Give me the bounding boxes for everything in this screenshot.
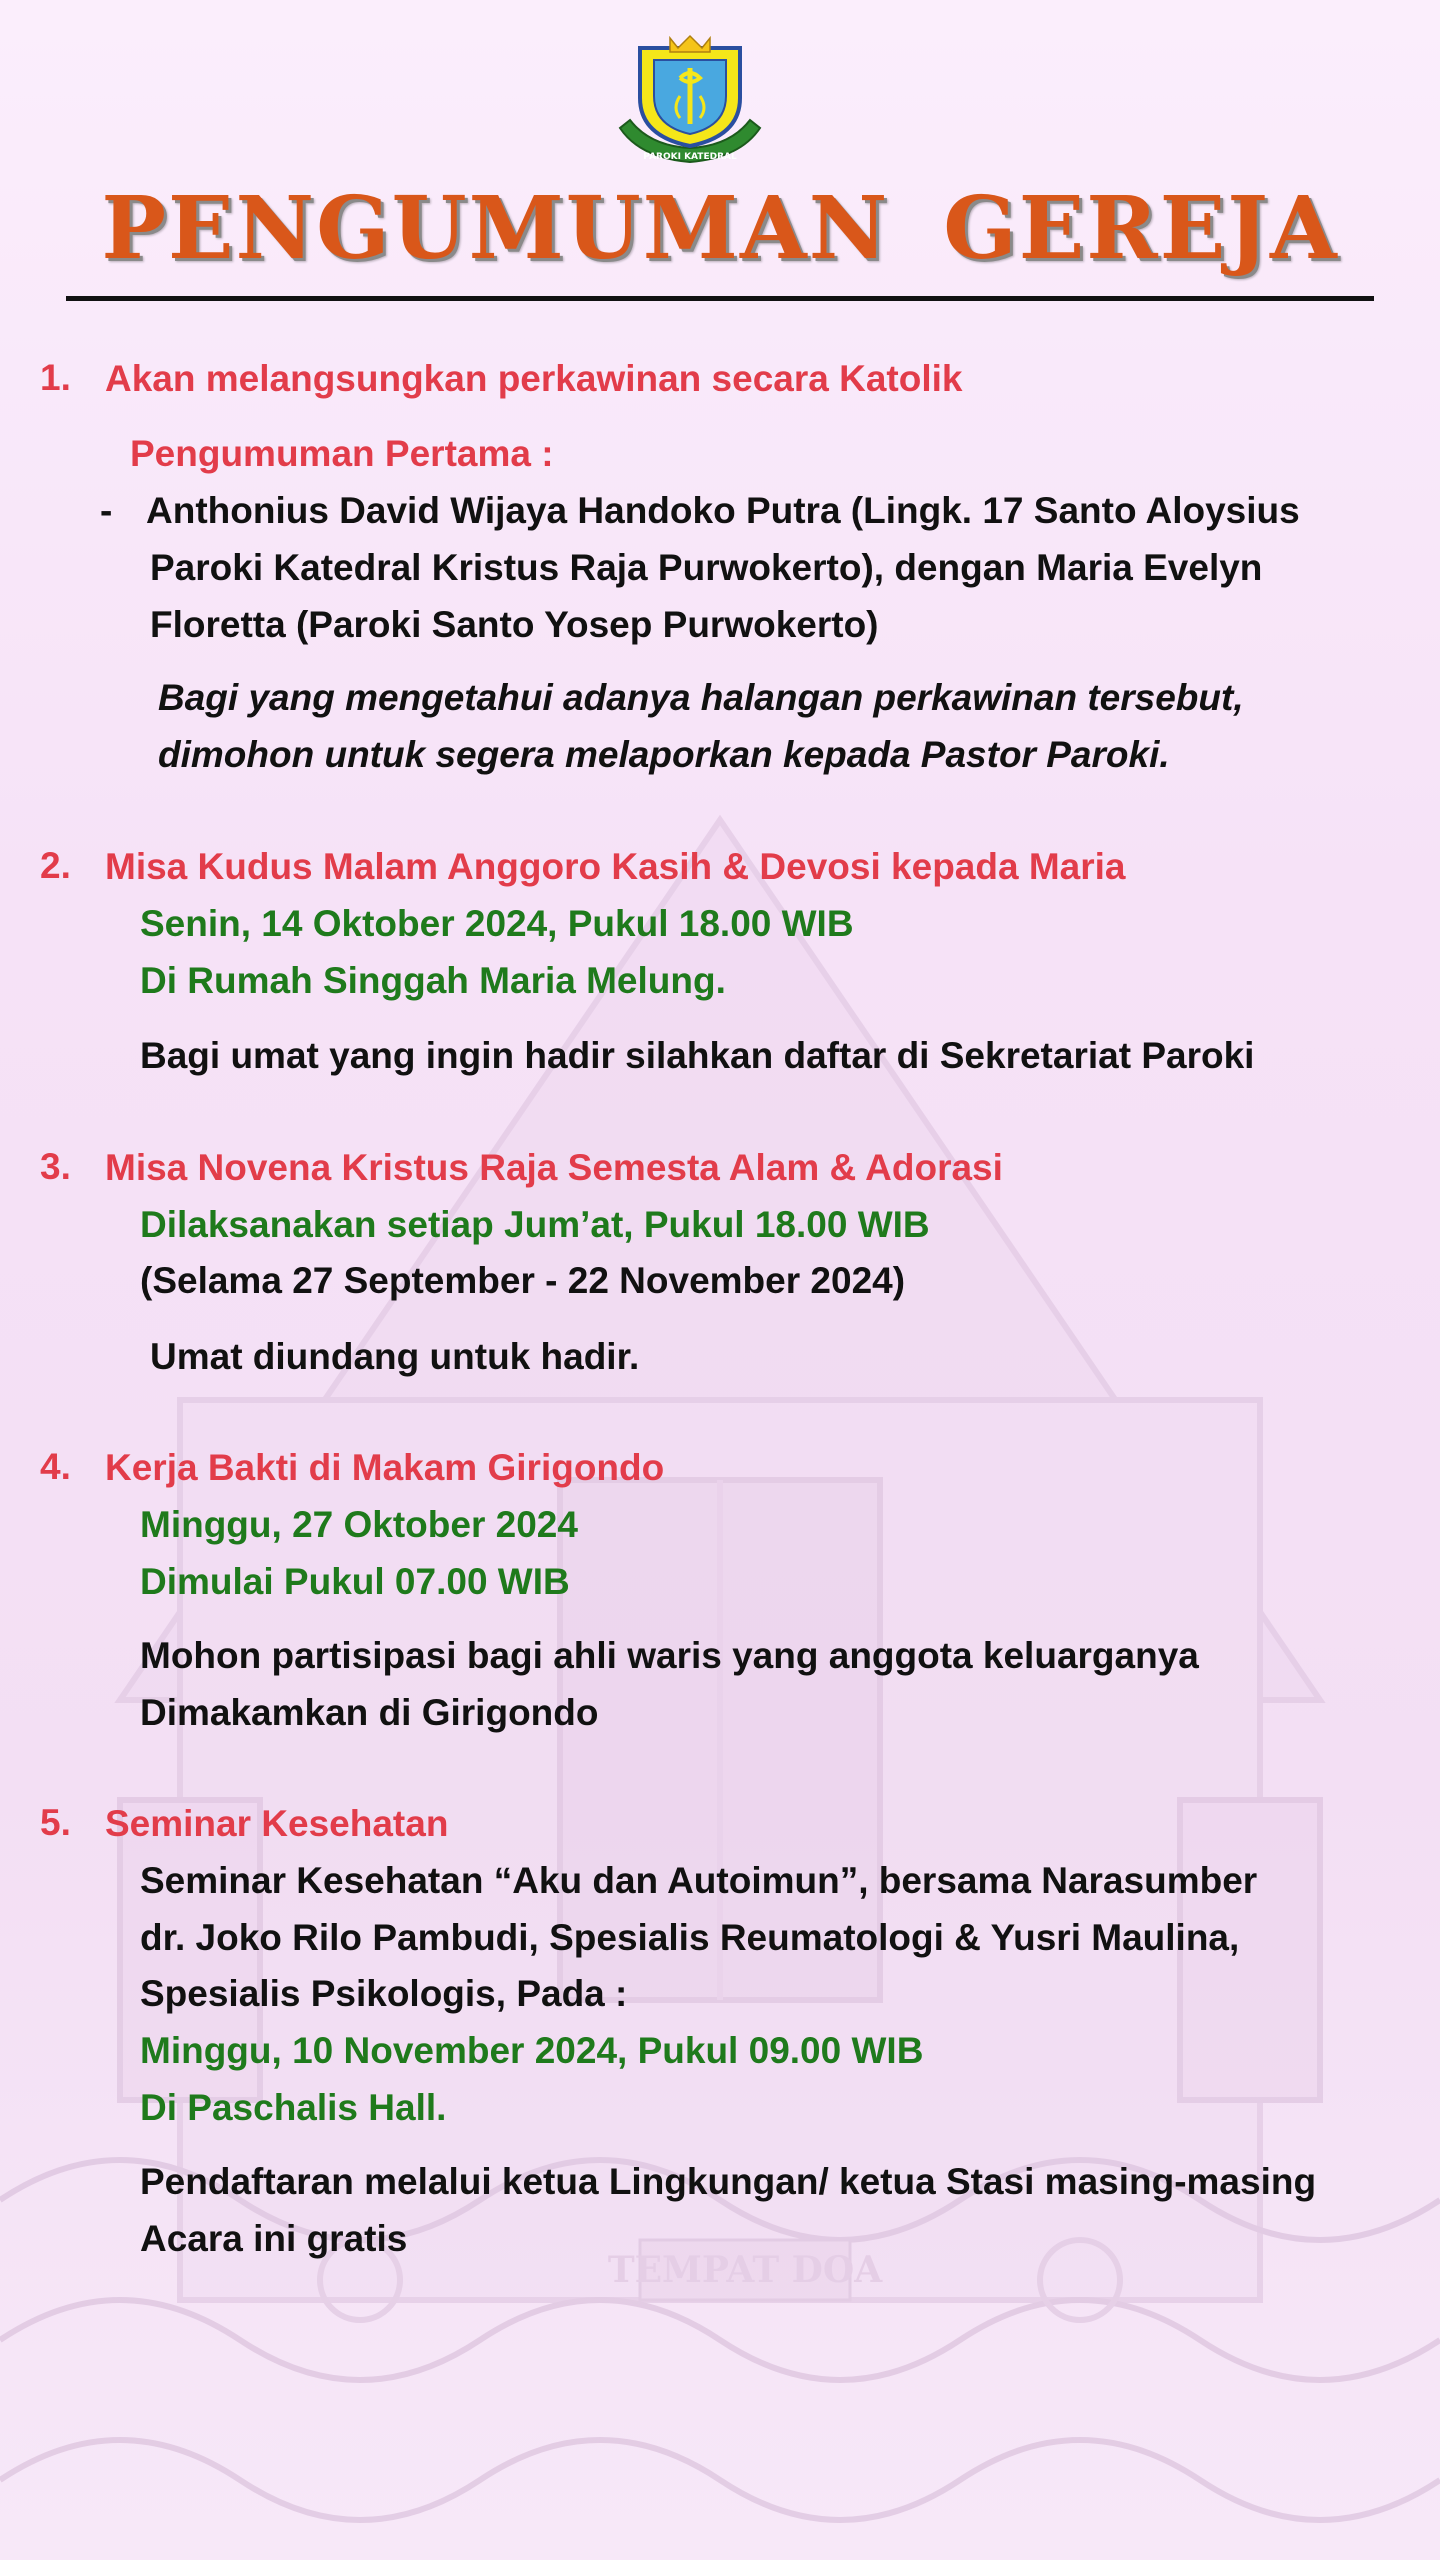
schedule-line: Dilaksanakan setiap Jum’at, Pukul 18.00 WIB <box>140 1204 930 1245</box>
location-line: Di Rumah Singgah Maria Melung. <box>140 960 726 1001</box>
info-line: Dimakamkan di Girigondo <box>140 1692 599 1733</box>
parish-logo-icon <box>610 28 770 168</box>
item-heading: Kerja Bakti di Makam Girigondo <box>105 1447 665 1488</box>
seminar-line: dr. Joko Rilo Pambudi, Spesialis Reumatologi & Yusri Maulina, <box>140 1917 1240 1958</box>
couple-line: Anthonius David Wijaya Handoko Putra (Lingk. 17 Santo Aloysius <box>146 490 1300 531</box>
note-line: Bagi yang mengetahui adanya halangan perkawinan tersebut, <box>158 677 1244 718</box>
item-number: 4. <box>40 1446 71 1487</box>
bullet-dash: - <box>100 490 113 531</box>
info-line: Bagi umat yang ingin hadir silahkan daftar di Sekretariat Paroki <box>140 1035 1255 1076</box>
title-divider <box>66 296 1374 301</box>
info-line: Pendaftaran melalui ketua Lingkungan/ ketua Stasi masing-masing <box>140 2161 1317 2202</box>
time-line: Dimulai Pukul 07.00 WIB <box>140 1561 570 1602</box>
item-heading: Seminar Kesehatan <box>105 1803 449 1844</box>
schedule-line: Minggu, 10 November 2024, Pukul 09.00 WIB <box>140 2030 924 2071</box>
item-number: 2. <box>40 845 71 886</box>
couple-line: Paroki Katedral Kristus Raja Purwokerto), dengan Maria Evelyn <box>150 547 1263 588</box>
item-number: 3. <box>40 1146 71 1187</box>
item-heading: Akan melangsungkan perkawinan secara Katolik <box>105 358 963 399</box>
logo-banner-text: PAROKI KATEDRAL <box>643 152 737 162</box>
schedule-line: Minggu, 27 Oktober 2024 <box>140 1504 578 1545</box>
item-heading: Misa Novena Kristus Raja Semesta Alam & Adorasi <box>105 1147 1003 1188</box>
page-title: PENGUMUMAN GEREJA <box>101 178 1339 279</box>
seminar-line: Seminar Kesehatan “Aku dan Autoimun”, bersama Narasumber <box>140 1860 1258 1901</box>
item-subheading: Pengumuman Pertama : <box>130 433 554 474</box>
item-number: 5. <box>40 1802 71 1843</box>
item-heading: Misa Kudus Malam Anggoro Kasih & Devosi kepada Maria <box>105 846 1126 887</box>
tempat-doa-sign: TEMPAT DOA <box>607 2249 883 2291</box>
info-line: (Selama 27 September - 22 November 2024) <box>140 1260 906 1301</box>
schedule-line: Senin, 14 Oktober 2024, Pukul 18.00 WIB <box>140 903 854 944</box>
info-line: Umat diundang untuk hadir. <box>150 1336 640 1377</box>
couple-line: Floretta (Paroki Santo Yosep Purwokerto) <box>150 604 879 645</box>
info-line: Mohon partisipasi bagi ahli waris yang anggota keluarganya <box>140 1635 1199 1676</box>
note-line: dimohon untuk segera melaporkan kepada Pastor Paroki. <box>158 734 1170 775</box>
info-line: Acara ini gratis <box>140 2218 408 2259</box>
seminar-line: Spesialis Psikologis, Pada : <box>140 1973 628 2014</box>
location-line: Di Paschalis Hall. <box>140 2087 447 2128</box>
item-number: 1. <box>40 357 71 398</box>
